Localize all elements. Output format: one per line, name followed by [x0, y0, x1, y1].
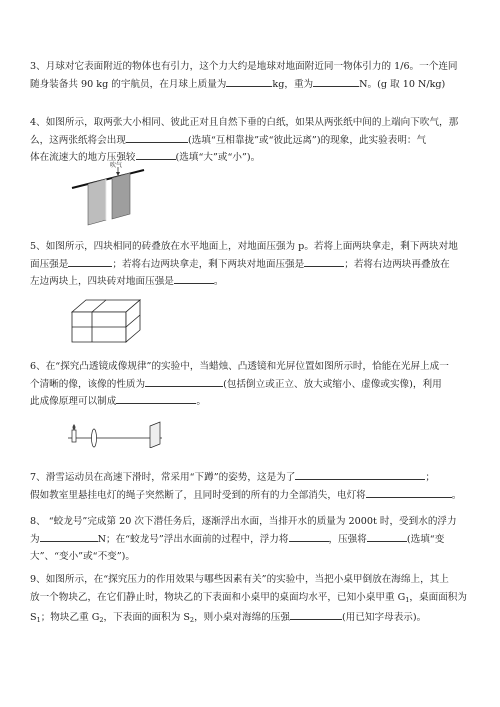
q9-line1: 9、如图所示，在“探究压力的作用效果与哪些因素有关”的实验中，当把小桌甲倒放在海绵上，其上	[30, 574, 449, 585]
q5-blank-2[interactable]	[304, 256, 344, 267]
q3-weight-blank[interactable]	[313, 76, 359, 87]
q6-device-blank[interactable]	[116, 393, 196, 404]
convex-lens	[92, 429, 97, 447]
question-4	[30, 114, 472, 167]
support-rod	[72, 170, 144, 188]
brick-figure	[70, 298, 142, 346]
q5-blank-3[interactable]	[174, 273, 214, 284]
question-8	[30, 513, 472, 566]
optics-diagram	[66, 418, 176, 448]
q8-pressure-change-blank[interactable]	[367, 531, 407, 542]
q5-line3: 左边两块上，四块砖对地面压强是 。	[30, 273, 472, 291]
q9-line2: 放一个物块乙，在它们静止时，物块乙的下表面和小桌甲的桌面均水平，已知小桌甲重 $G_1$，桌面面积为	[30, 591, 467, 604]
q6-line2: 个清晰的像，该像的性质为 (包括倒立或正立、放大或缩小、虚像或实像)，利用	[30, 376, 472, 394]
question-6	[30, 358, 472, 411]
q8-line3: 大”、“变小”或“不变”)。	[30, 551, 136, 562]
q6-line1: 6、在“探究凸透镜成像规律”的实验中，当蜡烛、凸透镜和光屏位置如图所示时，恰能在光屏上成一	[30, 361, 449, 372]
q7-blank-1[interactable]	[295, 469, 425, 480]
blow-label: 吹气	[110, 162, 123, 169]
q5-blank-1[interactable]	[68, 256, 112, 267]
q4-phenomenon-blank[interactable]	[126, 132, 188, 143]
q4-line3: 体在流速大的地方压强较 (选填“大”或“小”)。	[30, 149, 472, 167]
question-3	[30, 58, 472, 93]
paper-left	[88, 179, 106, 225]
q6-image-property-blank[interactable]	[145, 376, 223, 387]
q8-line1: 8、 “蛟龙号”完成第 20 次下潜任务后，逐渐浮出水面，当排开水的质量为 2000t 时，受到水的浮力	[30, 516, 457, 527]
candle	[72, 430, 76, 442]
q5-line1: 5、如图所示，四块相同的砖叠放在水平地面上，对地面压强为 p。若将上面两块拿走，剩下两块对地	[30, 241, 458, 252]
q8-buoyancy-blank[interactable]	[40, 531, 98, 542]
q7-line2: 假如教室里悬挂电灯的绳子突然断了，且同时受到的所有的力全部消失，电灯将 。	[30, 487, 472, 505]
question-7	[30, 469, 472, 504]
brick-diagram	[70, 298, 142, 346]
q4-line1: 4、如图所示，取两张大小相同、彼此正对且自然下垂的白纸，如果从两张纸中间的上端向下吹气，那	[30, 117, 459, 128]
q8-line2: 为 N；在“蛟龙号”浮出水面前的过程中，浮力将 ，压强将 (选填“变	[30, 531, 472, 549]
light-screen	[150, 422, 160, 448]
q4-pressure-blank[interactable]	[136, 149, 176, 160]
q3-line1: 3、月球对它表面附近的物体也有引力，这个力大约是地球对地面附近同一物体引力的 1/6。一个连同	[30, 61, 458, 72]
lens-figure	[66, 418, 176, 448]
q7-blank-2[interactable]	[366, 487, 452, 498]
q4-line2: 么，这两张纸将会出现 (选填“互相靠拢”或“彼此远离”)的现象，此实验表明：气	[30, 132, 472, 150]
q9-line3: $S_1$；物块乙重 $G_2$，下表面的面积为 $S_2$，则小桌对海绵的压强 (用已知字母表示)。	[30, 609, 472, 630]
q3-line2: 随身装备共 90 kg 的宇航员，在月球上质量为 kg，重为 N。(g 取 10 N/kg)	[30, 76, 472, 94]
paper-figure	[68, 160, 148, 230]
question-5	[30, 238, 472, 291]
question-9	[30, 571, 472, 630]
candle-flame	[73, 424, 76, 430]
paper-diagram	[68, 160, 148, 230]
q8-buoyancy-change-blank[interactable]	[289, 531, 329, 542]
q5-line2: 面压强是 ；若将右边两块拿走，剩下两块对地面压强是 ；若将右边两块再叠放在	[30, 256, 472, 274]
q9-pressure-blank[interactable]	[290, 609, 342, 620]
paper-right	[112, 173, 130, 219]
q6-line3: 此成像原理可以制成 。	[30, 393, 472, 411]
q3-mass-blank[interactable]	[226, 76, 272, 87]
q7-line1: 7、滑雪运动员在高速下滑时，常采用“下蹲”的姿势，这是为了 ；	[30, 469, 472, 487]
